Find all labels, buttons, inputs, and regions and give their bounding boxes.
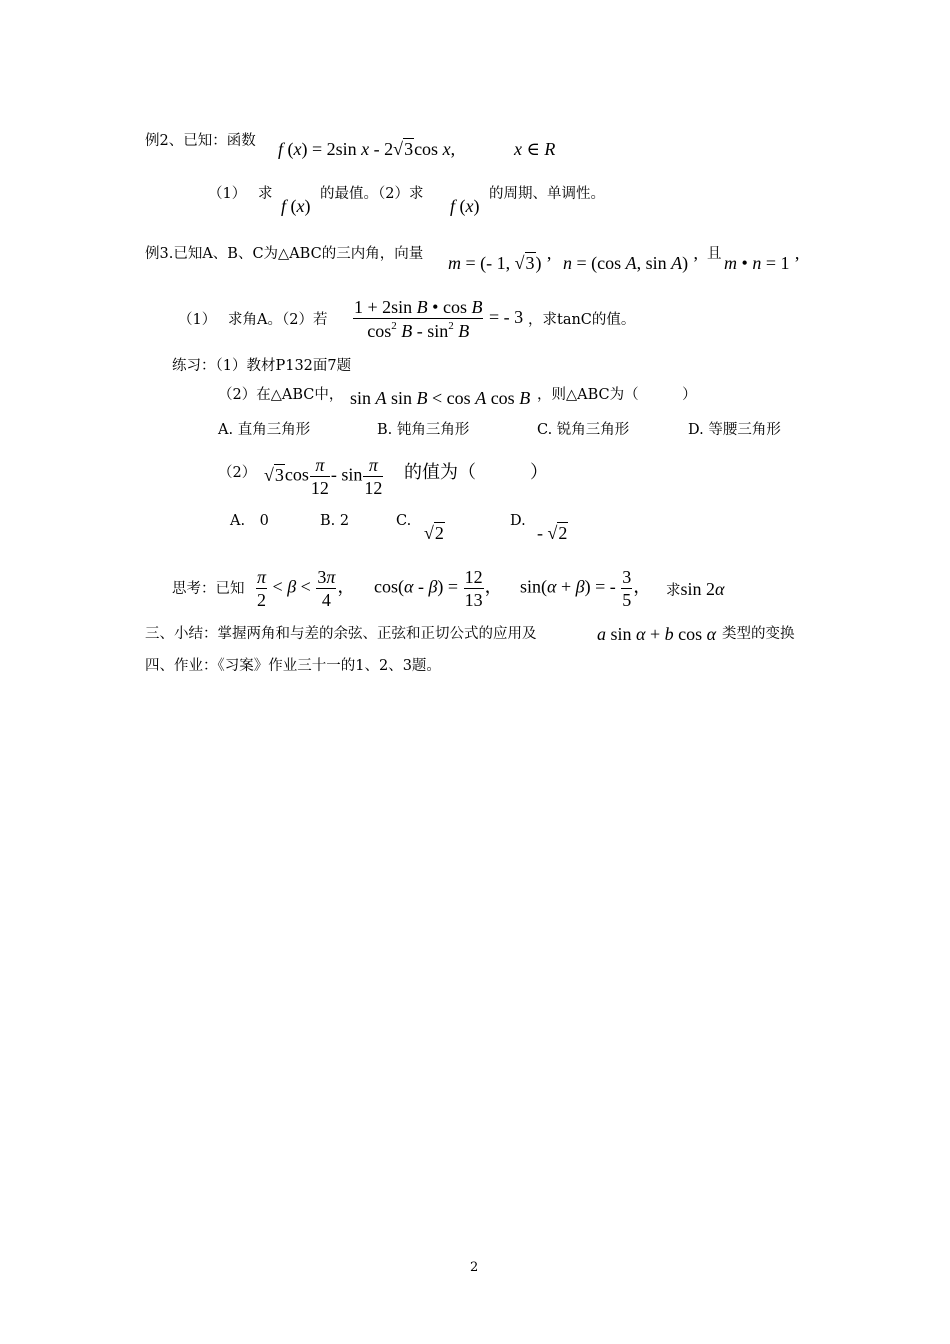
- example3-dot: m • n = 1 ’: [724, 253, 800, 273]
- practice-q3-tail: 的值为（ ）: [404, 462, 548, 483]
- example3-label: 例3.已知A、B、C为△ABC的三内角，向量: [145, 246, 424, 262]
- option-b2: B. 2: [320, 513, 350, 529]
- example2-q2-tail: 的周期、单调性。: [489, 186, 605, 202]
- example3-q2-tail: ，求tanC的值。: [528, 312, 636, 328]
- option-b4: D.: [510, 513, 526, 529]
- practice-q3-num: （2）: [218, 465, 257, 481]
- summary-formula: a sin α + b cos α: [597, 624, 717, 644]
- think-cond1: $\frac{\pi}{2}$ < β < $\frac{3\pi}{4}$ ，: [257, 567, 356, 610]
- option-a2: B. 钝角三角形: [377, 422, 470, 438]
- example3-q1-text: 求角A。（2）若: [228, 312, 328, 328]
- option-b3: C.: [396, 513, 412, 529]
- example2-q1-tail: 的最值。（2）求: [320, 186, 424, 202]
- example2-label: 例2、已知：函数: [145, 133, 256, 149]
- think-ask: 求sin 2α: [666, 579, 725, 599]
- option-b4-math: - √2: [537, 523, 568, 543]
- example3-q1-num: （1）: [178, 312, 217, 328]
- example2-formula: f (x) = 2sin x - 2√3cos x,: [278, 139, 456, 159]
- think-cond2: cos(α - β) = $\frac{12}{13}$ ，: [374, 567, 503, 610]
- example2-q1-fx: f (x): [281, 196, 311, 216]
- homework-text: 四、作业：《习案》作业三十一的1、2、3题。: [145, 658, 441, 674]
- example3-fraction: $\frac{\text{1 + 2sin B • cos B}}{\cos^2 B - \sin^2 B}$ = - 3: [354, 297, 524, 341]
- option-b1: A. 0: [230, 513, 269, 529]
- example3-and: 且: [707, 246, 722, 262]
- practice-q2-tail: ，则△ABC为（ ）: [537, 387, 697, 403]
- page-number: 2: [470, 1260, 479, 1275]
- example2-q2-fx: f (x): [450, 196, 480, 216]
- option-b3-math: √2: [424, 523, 444, 543]
- example3-vec-n: n = (cos A, sin A) ’: [563, 253, 699, 273]
- practice-q3-formula: √3cos $\frac{\pi}{12}$ - sin $\frac{\pi}{12}$: [264, 455, 383, 498]
- example2-q1-num: （1）: [208, 186, 247, 202]
- summary-label: 三、小结：掌握两角和与差的余弦、正弦和正切公式的应用及: [145, 626, 537, 642]
- example2-q1-text: 求: [258, 186, 273, 202]
- practice-q2-pre: （2）在△ABC中，: [218, 387, 344, 403]
- option-a3: C. 锐角三角形: [537, 422, 630, 438]
- summary-tail: 类型的变换: [722, 626, 795, 642]
- practice-q2-formula: sin A sin B < cos A cos B: [350, 388, 531, 408]
- option-a1: A. 直角三角形: [218, 422, 311, 438]
- example3-vec-m: m = (- 1, √3) ’: [448, 253, 553, 273]
- option-a4: D. 等腰三角形: [688, 422, 781, 438]
- think-label: 思考：已知: [172, 581, 245, 597]
- example3-frac-eq: = - 3: [488, 307, 524, 328]
- example2-domain: x ∈ R: [514, 139, 556, 159]
- think-cond3: sin(α + β) = - $\frac{3}{5}$ ，: [520, 567, 652, 610]
- practice-label: 练习：（1）教材P132面7题: [172, 358, 352, 374]
